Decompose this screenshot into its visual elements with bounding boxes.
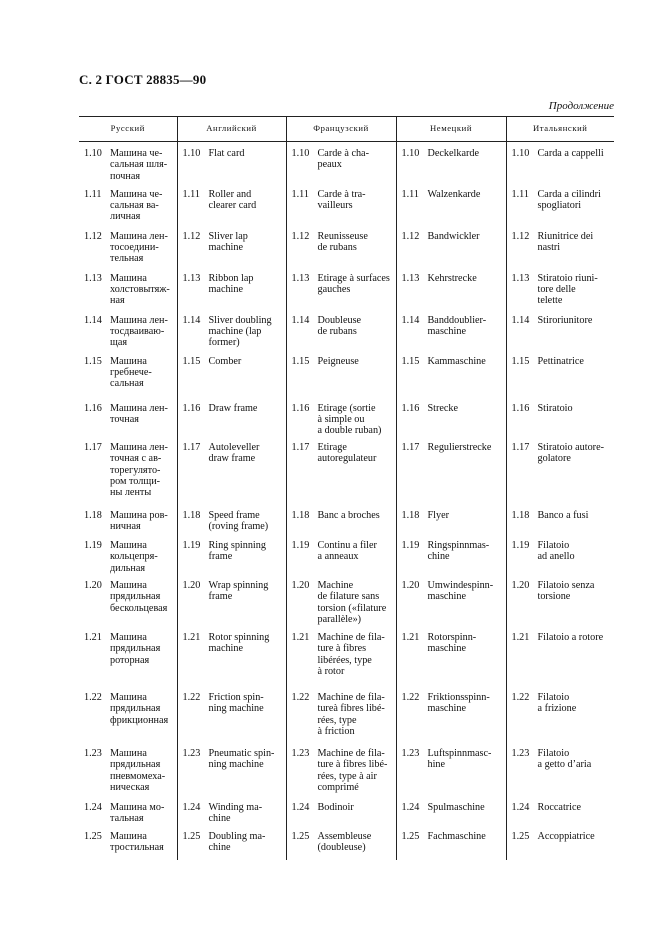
term-number: 1.25 bbox=[84, 830, 102, 842]
term-french: Doubleuse de rubans bbox=[317, 314, 362, 337]
cell-french bbox=[286, 184, 396, 226]
cell-russian bbox=[79, 310, 177, 351]
term-number: 1.20 bbox=[401, 579, 420, 591]
cell-french bbox=[286, 437, 396, 505]
cell-english bbox=[177, 437, 286, 505]
column-header-italian: Итальянский bbox=[506, 117, 614, 142]
term-french: Bodinoir bbox=[317, 801, 354, 813]
table-row bbox=[79, 575, 614, 627]
table-row bbox=[79, 826, 614, 860]
term-german: Rotorspinn- maschine bbox=[427, 631, 477, 655]
cell-russian bbox=[79, 826, 177, 860]
table-body bbox=[79, 142, 614, 860]
term-french: Assembleuse (doubleuse) bbox=[317, 830, 372, 854]
cell-english bbox=[177, 743, 286, 797]
cell-italian bbox=[506, 268, 614, 310]
term-russian: Машина че- сальная шля- почная bbox=[110, 148, 168, 182]
table-row bbox=[79, 351, 614, 398]
term-italian: Banco a fusi bbox=[537, 509, 589, 521]
term-russian: Машина тростильная bbox=[110, 830, 164, 854]
term-number: 1.11 bbox=[401, 188, 419, 200]
term-number: 1.22 bbox=[511, 691, 530, 703]
term-number: 1.16 bbox=[511, 402, 530, 414]
term-number: 1.17 bbox=[291, 441, 310, 453]
cell-english bbox=[177, 627, 286, 687]
term-french: Machine de fila- ture à fibres libérées, type à rotor bbox=[317, 631, 385, 677]
cell-english bbox=[177, 535, 286, 575]
term-french: Machine de fila- ture à fibres libé- rées, type à air comprimé bbox=[317, 747, 388, 793]
cell-french bbox=[286, 575, 396, 627]
term-number: 1.19 bbox=[84, 539, 102, 551]
term-french: Carde à cha- peaux bbox=[317, 148, 369, 171]
term-number: 1.24 bbox=[511, 801, 530, 813]
term-number: 1.24 bbox=[182, 801, 201, 813]
term-number: 1.24 bbox=[291, 801, 310, 813]
term-number: 1.19 bbox=[291, 539, 310, 551]
term-number: 1.10 bbox=[511, 148, 530, 159]
cell-german bbox=[396, 505, 506, 535]
cell-french bbox=[286, 142, 396, 184]
term-number: 1.16 bbox=[84, 402, 102, 414]
term-number: 1.21 bbox=[511, 631, 530, 643]
term-number: 1.15 bbox=[291, 355, 310, 367]
term-number: 1.20 bbox=[291, 579, 310, 591]
term-german: Flyer bbox=[427, 509, 450, 521]
cell-english bbox=[177, 687, 286, 743]
term-english: Winding ma- chine bbox=[208, 801, 263, 825]
term-italian: Filatoio a getto d’aria bbox=[537, 747, 592, 771]
term-french: Etirage autoregulateur bbox=[317, 441, 377, 465]
term-english: Ring spinning frame bbox=[208, 539, 266, 563]
term-number: 1.14 bbox=[84, 314, 102, 326]
term-number: 1.10 bbox=[291, 148, 310, 159]
cell-russian bbox=[79, 743, 177, 797]
term-number: 1.11 bbox=[291, 188, 309, 200]
cell-russian bbox=[79, 505, 177, 535]
term-number: 1.18 bbox=[291, 509, 310, 521]
term-italian: Filatoio a rotore bbox=[537, 631, 604, 643]
cell-german bbox=[396, 535, 506, 575]
term-russian: Машина гребнече- сальная bbox=[110, 355, 152, 390]
term-german: Kammaschine bbox=[427, 355, 486, 367]
term-number: 1.21 bbox=[401, 631, 420, 643]
term-number: 1.12 bbox=[291, 230, 310, 242]
term-english: Autoleveller draw frame bbox=[208, 441, 260, 465]
term-number: 1.25 bbox=[401, 830, 420, 842]
term-number: 1.22 bbox=[401, 691, 420, 703]
cell-russian bbox=[79, 797, 177, 826]
term-english: Friction spin- ning machine bbox=[208, 691, 264, 715]
table-row bbox=[79, 687, 614, 743]
term-russian: Машина прядильная роторная bbox=[110, 631, 161, 666]
cell-english bbox=[177, 505, 286, 535]
term-number: 1.24 bbox=[401, 801, 420, 813]
cell-italian bbox=[506, 535, 614, 575]
page-header: С. 2 ГОСТ 28835—90 bbox=[79, 72, 207, 87]
term-russian: Машина кольцепря- дильная bbox=[110, 539, 158, 574]
term-french: Peigneuse bbox=[317, 355, 359, 367]
cell-italian bbox=[506, 310, 614, 351]
term-number: 1.17 bbox=[511, 441, 530, 453]
term-russian: Машина холстовытяж- ная bbox=[110, 272, 170, 307]
table-row bbox=[79, 505, 614, 535]
cell-french bbox=[286, 398, 396, 437]
cell-german bbox=[396, 398, 506, 437]
term-number: 1.17 bbox=[401, 441, 420, 453]
column-header-french: Французский bbox=[286, 117, 396, 142]
term-english: Flat card bbox=[208, 148, 245, 159]
cell-english bbox=[177, 797, 286, 826]
term-number: 1.11 bbox=[182, 188, 200, 200]
term-english: Doubling ma- chine bbox=[208, 830, 266, 854]
term-italian: Stiratoio autore- golatore bbox=[537, 441, 604, 465]
cell-english bbox=[177, 226, 286, 268]
cell-german bbox=[396, 184, 506, 226]
term-number: 1.21 bbox=[291, 631, 310, 643]
cell-italian bbox=[506, 398, 614, 437]
term-italian: Roccatrice bbox=[537, 801, 582, 813]
term-number: 1.10 bbox=[182, 148, 201, 159]
cell-german bbox=[396, 310, 506, 351]
term-number: 1.25 bbox=[182, 830, 201, 842]
column-header-english: Английский bbox=[177, 117, 286, 142]
cell-french bbox=[286, 826, 396, 860]
cell-italian bbox=[506, 142, 614, 184]
term-german: Friktionsspinn- maschine bbox=[427, 691, 490, 715]
term-number: 1.11 bbox=[511, 188, 529, 200]
cell-german bbox=[396, 797, 506, 826]
table-row bbox=[79, 226, 614, 268]
term-french: Etirage à surfaces gauches bbox=[317, 272, 390, 295]
term-number: 1.18 bbox=[182, 509, 201, 521]
cell-english bbox=[177, 398, 286, 437]
term-english: Rotor spinning machine bbox=[208, 631, 270, 655]
cell-english bbox=[177, 351, 286, 398]
term-german: Fachmaschine bbox=[427, 830, 486, 842]
term-italian: Filatoio senza torsione bbox=[537, 579, 595, 603]
term-english: Speed frame (roving frame) bbox=[208, 509, 269, 533]
cell-russian bbox=[79, 142, 177, 184]
table-row bbox=[79, 437, 614, 505]
cell-russian bbox=[79, 535, 177, 575]
term-english: Draw frame bbox=[208, 402, 258, 414]
term-number: 1.13 bbox=[401, 272, 420, 284]
term-number: 1.10 bbox=[401, 148, 420, 159]
term-number: 1.12 bbox=[182, 230, 201, 242]
cell-german bbox=[396, 268, 506, 310]
cell-french bbox=[286, 687, 396, 743]
cell-german bbox=[396, 575, 506, 627]
term-italian: Stiratoio bbox=[537, 402, 573, 414]
cell-italian bbox=[506, 687, 614, 743]
term-number: 1.15 bbox=[401, 355, 420, 367]
term-english: Ribbon lap machine bbox=[208, 272, 254, 295]
term-number: 1.14 bbox=[401, 314, 420, 326]
term-number: 1.21 bbox=[182, 631, 201, 643]
term-french: Carde à tra- vailleurs bbox=[317, 188, 366, 211]
term-number: 1.14 bbox=[182, 314, 201, 326]
term-number: 1.16 bbox=[182, 402, 201, 414]
term-number: 1.23 bbox=[401, 747, 420, 759]
term-number: 1.22 bbox=[182, 691, 201, 703]
cell-german bbox=[396, 351, 506, 398]
cell-russian bbox=[79, 437, 177, 505]
term-number: 1.13 bbox=[182, 272, 201, 284]
cell-italian bbox=[506, 437, 614, 505]
term-italian: Pettinatrice bbox=[537, 355, 584, 367]
term-german: Spulmaschine bbox=[427, 801, 485, 813]
term-number: 1.20 bbox=[511, 579, 530, 591]
term-russian: Машина лен- тосоедини- тельная bbox=[110, 230, 168, 265]
cell-russian bbox=[79, 398, 177, 437]
table-row bbox=[79, 142, 614, 184]
term-number: 1.14 bbox=[291, 314, 310, 326]
term-english: Sliver lap machine bbox=[208, 230, 248, 253]
cell-french bbox=[286, 627, 396, 687]
term-italian: Riunitrice dei nastri bbox=[537, 230, 594, 253]
term-french: Etirage (sortie à simple ou a double ruban) bbox=[317, 402, 382, 437]
term-number: 1.14 bbox=[511, 314, 530, 326]
table-row bbox=[79, 627, 614, 687]
cell-german bbox=[396, 743, 506, 797]
cell-english bbox=[177, 142, 286, 184]
cell-french bbox=[286, 226, 396, 268]
table-row bbox=[79, 535, 614, 575]
term-number: 1.25 bbox=[291, 830, 310, 842]
cell-russian bbox=[79, 687, 177, 743]
term-number: 1.24 bbox=[84, 801, 102, 813]
term-number: 1.19 bbox=[401, 539, 420, 551]
cell-italian bbox=[506, 226, 614, 268]
cell-english bbox=[177, 310, 286, 351]
term-russian: Машина лен- точная с ав- торегулято- ром толщи- ны ленты bbox=[110, 441, 168, 499]
term-german: Luftspinnmasc- hine bbox=[427, 747, 492, 771]
term-number: 1.18 bbox=[511, 509, 530, 521]
term-french: Machine de fila- tureà fibres libé- rées, type à friction bbox=[317, 691, 385, 737]
term-number: 1.20 bbox=[84, 579, 102, 591]
term-number: 1.15 bbox=[511, 355, 530, 367]
term-german: Umwindespinn- maschine bbox=[427, 579, 494, 603]
term-italian: Stiroriunitore bbox=[537, 314, 593, 326]
term-number: 1.12 bbox=[511, 230, 530, 242]
term-number: 1.15 bbox=[84, 355, 102, 367]
cell-italian bbox=[506, 826, 614, 860]
cell-english bbox=[177, 268, 286, 310]
cell-french bbox=[286, 797, 396, 826]
cell-russian bbox=[79, 268, 177, 310]
term-italian: Carda a cappelli bbox=[537, 148, 604, 159]
cell-french bbox=[286, 351, 396, 398]
term-number: 1.19 bbox=[182, 539, 201, 551]
cell-french bbox=[286, 743, 396, 797]
header-row bbox=[79, 117, 614, 142]
term-number: 1.15 bbox=[182, 355, 201, 367]
term-russian: Машина ров- ничная bbox=[110, 509, 168, 533]
term-number: 1.25 bbox=[511, 830, 530, 842]
term-russian: Машина прядильная фрикционная bbox=[110, 691, 169, 726]
term-russian: Машина лен- точная bbox=[110, 402, 168, 425]
cell-italian bbox=[506, 797, 614, 826]
cell-french bbox=[286, 268, 396, 310]
cell-french bbox=[286, 310, 396, 351]
terms-table bbox=[79, 116, 614, 860]
term-italian: Accoppiatrice bbox=[537, 830, 595, 842]
term-french: Reunisseuse de rubans bbox=[317, 230, 368, 253]
cell-italian bbox=[506, 575, 614, 627]
term-number: 1.19 bbox=[511, 539, 530, 551]
term-russian: Машина лен- тосдваиваю- щая bbox=[110, 314, 168, 349]
cell-english bbox=[177, 826, 286, 860]
term-number: 1.13 bbox=[84, 272, 102, 284]
table-row bbox=[79, 797, 614, 826]
term-german: Banddoublier- maschine bbox=[427, 314, 487, 337]
term-number: 1.18 bbox=[84, 509, 102, 521]
term-number: 1.12 bbox=[84, 230, 102, 242]
term-number: 1.11 bbox=[84, 188, 102, 200]
term-french: Continu a filer a anneaux bbox=[317, 539, 377, 563]
column-header-russian: Русский bbox=[79, 117, 177, 142]
term-number: 1.13 bbox=[291, 272, 310, 284]
term-number: 1.23 bbox=[511, 747, 530, 759]
cell-italian bbox=[506, 351, 614, 398]
term-number: 1.23 bbox=[182, 747, 201, 759]
table-row bbox=[79, 398, 614, 437]
table-row bbox=[79, 743, 614, 797]
cell-russian bbox=[79, 627, 177, 687]
term-russian: Машина че- сальная ва- личная bbox=[110, 188, 163, 223]
cell-german bbox=[396, 142, 506, 184]
cell-german bbox=[396, 627, 506, 687]
cell-english bbox=[177, 184, 286, 226]
term-italian: Stiratoio riuni- tore delle telette bbox=[537, 272, 598, 307]
term-number: 1.16 bbox=[291, 402, 310, 414]
cell-german bbox=[396, 687, 506, 743]
term-german: Kehrstrecke bbox=[427, 272, 477, 284]
column-header-german: Немецкий bbox=[396, 117, 506, 142]
cell-italian bbox=[506, 184, 614, 226]
term-number: 1.16 bbox=[401, 402, 420, 414]
cell-italian bbox=[506, 627, 614, 687]
table-row bbox=[79, 184, 614, 226]
cell-russian bbox=[79, 226, 177, 268]
term-french: Machine de filature sans torsion («filature parallèle») bbox=[317, 579, 387, 625]
cell-russian bbox=[79, 351, 177, 398]
cell-german bbox=[396, 437, 506, 505]
term-italian: Filatoio ad anello bbox=[537, 539, 575, 563]
term-number: 1.17 bbox=[182, 441, 201, 453]
term-german: Regulierstrecke bbox=[427, 441, 492, 453]
cell-french bbox=[286, 535, 396, 575]
term-number: 1.17 bbox=[84, 441, 102, 453]
table-row bbox=[79, 310, 614, 351]
term-german: Deckelkarde bbox=[427, 148, 479, 159]
term-english: Sliver doubling machine (lap former) bbox=[208, 314, 272, 349]
cell-german bbox=[396, 226, 506, 268]
cell-italian bbox=[506, 743, 614, 797]
cell-russian bbox=[79, 184, 177, 226]
cell-english bbox=[177, 575, 286, 627]
term-number: 1.21 bbox=[84, 631, 102, 643]
term-english: Wrap spinning frame bbox=[208, 579, 269, 603]
continuation-label: Продолжение bbox=[548, 100, 614, 112]
table-row bbox=[79, 268, 614, 310]
term-number: 1.20 bbox=[182, 579, 201, 591]
term-italian: Carda a cilindri spogliatori bbox=[537, 188, 601, 211]
term-russian: Машина прядильная бескольцевая bbox=[110, 579, 168, 614]
term-english: Comber bbox=[208, 355, 242, 367]
cell-german bbox=[396, 826, 506, 860]
term-german: Ringspinnmas- chine bbox=[427, 539, 490, 563]
term-number: 1.23 bbox=[291, 747, 310, 759]
term-number: 1.10 bbox=[84, 148, 102, 159]
cell-french bbox=[286, 505, 396, 535]
term-german: Bandwickler bbox=[427, 230, 480, 242]
term-german: Walzenkarde bbox=[427, 188, 481, 200]
term-number: 1.18 bbox=[401, 509, 420, 521]
term-english: Roller and clearer card bbox=[208, 188, 257, 211]
term-russian: Машина прядильная пневмомеха- ническая bbox=[110, 747, 166, 793]
term-number: 1.23 bbox=[84, 747, 102, 759]
term-german: Strecke bbox=[427, 402, 459, 414]
term-english: Pneumatic spin- ning machine bbox=[208, 747, 275, 771]
term-number: 1.22 bbox=[291, 691, 310, 703]
term-number: 1.22 bbox=[84, 691, 102, 703]
term-russian: Машина мо- тальная bbox=[110, 801, 165, 825]
term-italian: Filatoio a frizione bbox=[537, 691, 577, 715]
term-number: 1.12 bbox=[401, 230, 420, 242]
term-number: 1.13 bbox=[511, 272, 530, 284]
cell-italian bbox=[506, 505, 614, 535]
term-french: Banc a broches bbox=[317, 509, 380, 521]
cell-russian bbox=[79, 575, 177, 627]
